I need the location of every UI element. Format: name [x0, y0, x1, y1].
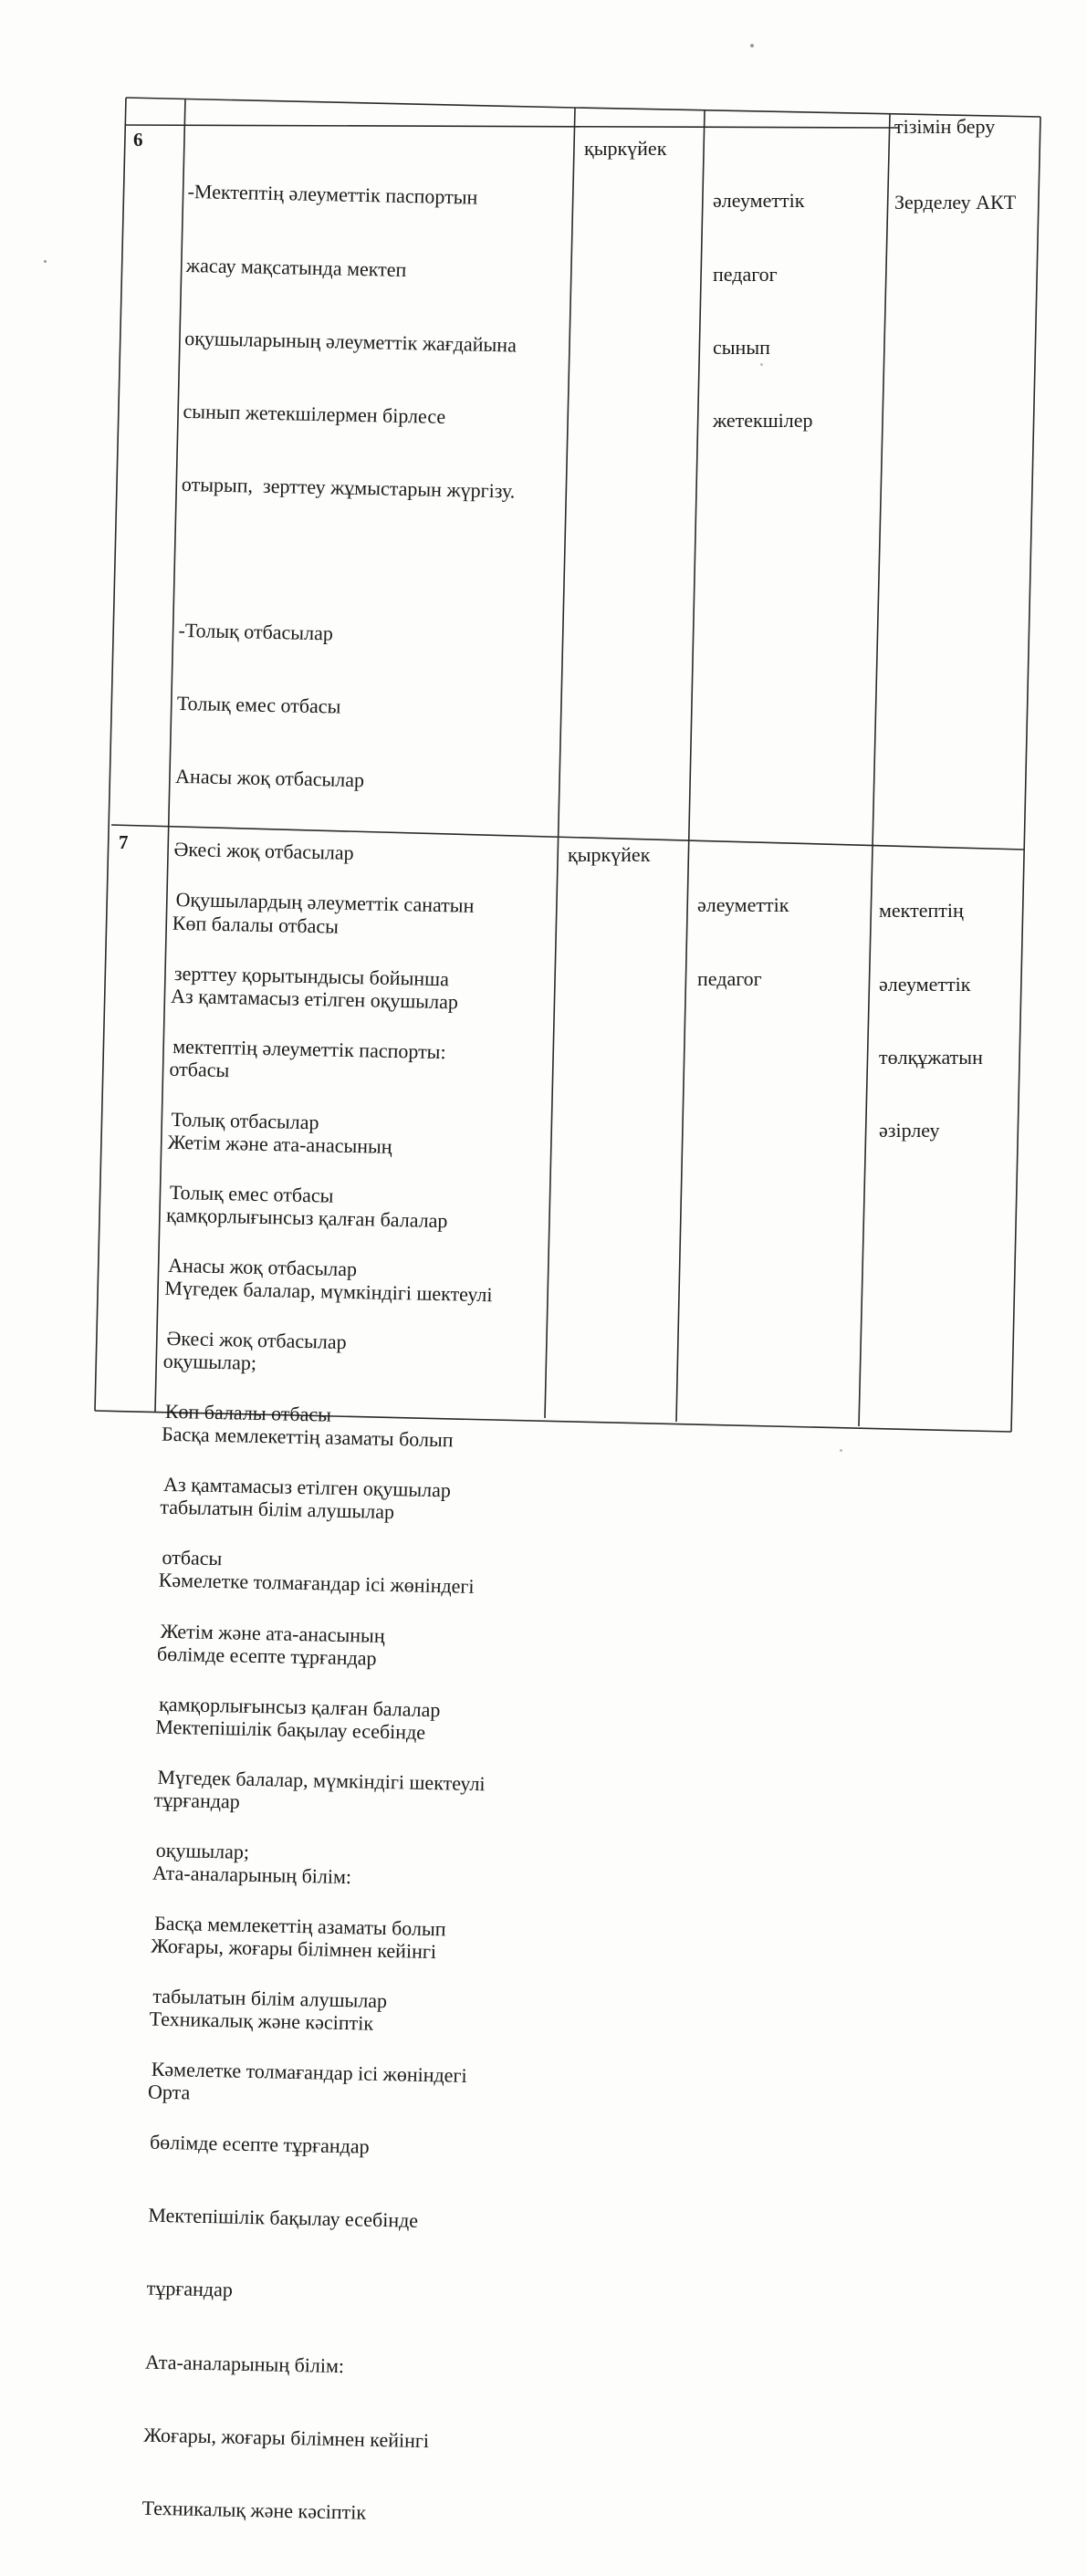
result-line: әзірлеу: [879, 1118, 940, 1142]
content-line: Толық отбасылар: [171, 1107, 319, 1134]
content-line: табылатын білім алушылар: [160, 1496, 395, 1524]
content-line: зерттеу қорытындысы бойынша: [173, 961, 450, 990]
result-line: төлқұжатын: [879, 1045, 983, 1069]
content-line: Жетім және ата-анасының: [167, 1130, 392, 1158]
content-line: сынып жетекшілермен бірлесе: [183, 399, 446, 428]
content-line: қамқорлығынсыз қалған балалар: [158, 1692, 441, 1721]
scan-speck: [840, 1449, 842, 1452]
content-line: Орта: [147, 2080, 191, 2104]
content-line: Ата-аналарының білім:: [152, 1861, 352, 1889]
content-line: тұрғандар: [153, 1788, 241, 1813]
content-line: Көп балалы отбасы: [164, 1400, 332, 1426]
content-line: Мектепішілік бақылау есебінде: [148, 2204, 419, 2233]
content-line: Мүгедек балалар, мүмкіндігі шектеулі: [157, 1765, 486, 1796]
content-line: оқушыларының әлеуметтік жағдайына: [184, 326, 517, 357]
content-line: отырып, зерттеу жұмыстарын жүргізу.: [181, 472, 516, 503]
content-line: [180, 546, 514, 577]
content-line: Анасы жоқ отбасылар: [167, 1253, 358, 1281]
responsible-line: педагог: [697, 966, 762, 990]
content-line: бөлімде есепте тұрғандар: [149, 2130, 370, 2158]
result-line: Зерделеу АКТ: [894, 191, 1017, 214]
responsible-line: әлеуметтік: [697, 893, 789, 917]
row-7-number: 7: [119, 831, 129, 853]
content-line: тұрғандар: [146, 2277, 234, 2302]
content-line: Кәмелетке толмағандар ісі жөніндегі: [151, 2057, 467, 2088]
row-6-deadline: қыркүйек: [584, 137, 667, 160]
row-6-number: 6: [133, 129, 143, 151]
row-6-responsible: [713, 141, 813, 482]
content-line: Басқа мемлекеттің азаматы болып: [153, 1911, 446, 1941]
content-line: қамқорлығынсыз қалған балалар: [165, 1203, 448, 1233]
content-line: Кәмелетке толмағандар ісі жөніндегі: [158, 1569, 475, 1599]
content-line: Аз қамтамасыз етілген оқушылар: [162, 1473, 452, 1502]
content-line: бөлімде есепте тұрғандар: [156, 1642, 377, 1670]
responsible-line: жетекшілер: [713, 408, 813, 432]
content-line: Жоғары, жоғары білімнен кейінгі: [143, 2423, 430, 2452]
content-line: отбасы: [169, 1057, 230, 1081]
content-line: Толық емес отбасы: [169, 1180, 334, 1207]
content-line: оқушылар;: [155, 1838, 250, 1863]
content-line: мектептің әлеуметтік паспорты:: [172, 1034, 446, 1063]
responsible-line: сынып: [713, 335, 770, 359]
content-line: Аз қамтамасыз етілген оқушылар: [170, 984, 459, 1013]
row-6-result: [894, 142, 1016, 265]
row-7-result: [879, 850, 983, 1192]
content-line: Әкесі жоқ отбасылар: [173, 838, 354, 865]
scan-speck: [750, 44, 754, 47]
content-line: Жетім және ата-анасының: [160, 1619, 385, 1647]
carry-over-responsible: тізімін беру: [894, 115, 996, 138]
row-7-deadline: қыркүйек: [568, 843, 651, 866]
content-line: жасау мақсатында мектеп: [185, 253, 407, 281]
content-line: -Толық отбасылар: [178, 618, 334, 645]
content-line: -Мектептің әлеуметтік паспортын: [187, 180, 478, 210]
content-line: Мүгедек балалар, мүмкіндігі шектеулі: [164, 1276, 493, 1307]
content-line: Әкесі жоқ отбасылар: [166, 1326, 347, 1354]
content-line: Жоғары, жоғары білімнен кейінгі: [151, 1934, 437, 1964]
content-line: Анасы жоқ отбасылар: [174, 765, 365, 792]
content-line: Техникалық және кәсіптік: [141, 2496, 367, 2524]
row-7-responsible: [697, 845, 789, 1040]
responsible-line: педагог: [713, 262, 778, 286]
content-line: Басқа мемлекеттің азаматы болып: [161, 1422, 454, 1452]
content-line: табылатын білім алушылар: [152, 1984, 388, 2013]
content-line: оқушылар;: [162, 1349, 257, 1374]
content-line: Толық емес отбасы: [176, 692, 341, 718]
scan-speck: [44, 260, 47, 263]
responsible-line: әлеуметтік: [713, 189, 805, 213]
content-line: Техникалық және кәсіптік: [149, 2007, 374, 2035]
content-line: Көп балалы отбасы: [172, 911, 340, 938]
result-line: әлеуметтік: [879, 972, 971, 996]
content-line: Ата-аналарының білім:: [144, 2350, 345, 2377]
row-7-content: [141, 840, 505, 2576]
result-line: мектептің: [879, 899, 964, 923]
content-line: Оқушылардың әлеуметтік санатын: [175, 888, 475, 918]
content-line: Мектепішілік бақылау есебінде: [155, 1715, 426, 1744]
content-line: отбасы: [162, 1546, 223, 1570]
